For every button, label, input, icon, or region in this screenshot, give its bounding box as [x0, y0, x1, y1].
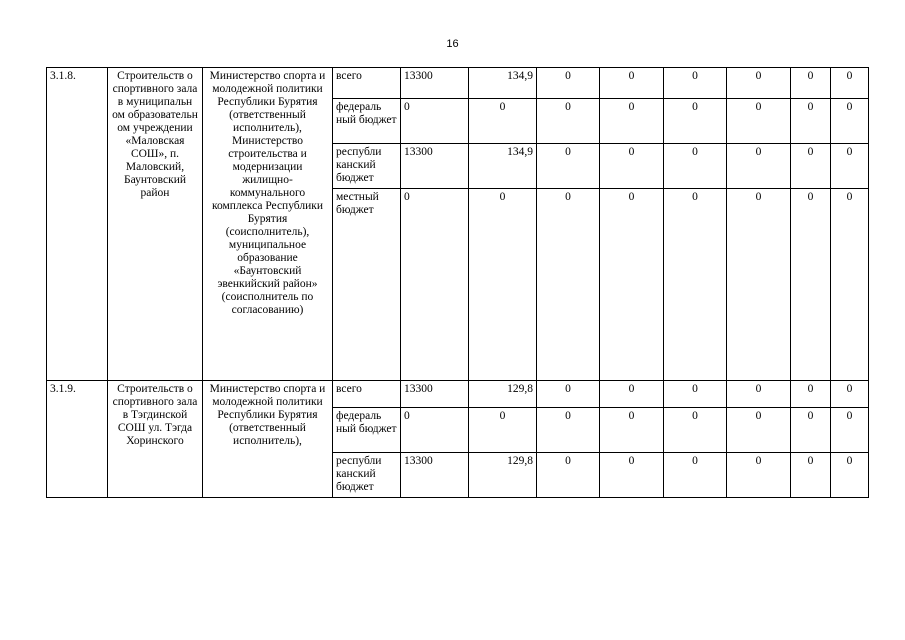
item-name: Строительств о спортивного зала в Тэгдинской СОШ ул. Тэгда Хоринского — [108, 381, 203, 498]
value-cell: 0 — [831, 99, 869, 144]
value-cell: 0 — [727, 144, 791, 189]
value-cell: 0 — [791, 453, 831, 498]
value-cell: 0 — [831, 381, 869, 408]
value-cell: 0 — [727, 453, 791, 498]
page-number: 16 — [446, 38, 459, 50]
item-executors: Министерство спорта и молодежной политики Республики Бурятия (ответственный исполнитель), Министерство строительства и модернизации жилищно- коммунального комплекса Республики Бурятия (соисполнитель), муниципальное образование «Баунтовский эвенкийский район» (соисполнитель по согласованию) — [203, 68, 333, 381]
value-cell: 13300 — [401, 144, 469, 189]
funding-source: всего — [333, 381, 401, 408]
value-cell: 0 — [600, 189, 664, 381]
value-cell: 0 — [727, 408, 791, 453]
item-executors: Министерство спорта и молодежной политики Республики Бурятия (ответственный исполнитель), — [203, 381, 333, 498]
funding-source: федераль ный бюджет — [333, 408, 401, 453]
value-cell: 13300 — [401, 381, 469, 408]
table-row — [47, 68, 869, 99]
value-cell: 0 — [537, 144, 600, 189]
value-cell: 0 — [664, 144, 727, 189]
funding-source: республи канский бюджет — [333, 144, 401, 189]
value-cell: 0 — [727, 381, 791, 408]
value-cell: 0 — [664, 99, 727, 144]
value-cell: 0 — [600, 381, 664, 408]
value-cell: 0 — [600, 99, 664, 144]
value-cell: 0 — [831, 68, 869, 99]
value-cell: 13300 — [401, 453, 469, 498]
value-cell: 0 — [664, 189, 727, 381]
value-cell: 0 — [401, 189, 469, 381]
value-cell: 0 — [469, 99, 537, 144]
value-cell: 134,9 — [469, 68, 537, 99]
value-cell: 0 — [600, 68, 664, 99]
funding-source: всего — [333, 68, 401, 99]
value-cell: 0 — [791, 144, 831, 189]
value-cell: 0 — [831, 189, 869, 381]
value-cell: 0 — [401, 408, 469, 453]
value-cell: 0 — [791, 68, 831, 99]
value-cell: 0 — [537, 408, 600, 453]
value-cell: 0 — [791, 381, 831, 408]
item-name: Строительств о спортивного зала в муниципальн ом образовательн ом учреждении «Маловская СОШ», п. Маловский, Баунтовский район — [108, 68, 203, 381]
value-cell: 0 — [727, 68, 791, 99]
funding-source: федераль ный бюджет — [333, 99, 401, 144]
value-cell: 0 — [537, 99, 600, 144]
table-row — [47, 381, 869, 408]
value-cell: 0 — [469, 408, 537, 453]
value-cell: 129,8 — [469, 453, 537, 498]
budget-table — [46, 67, 869, 498]
value-cell: 0 — [664, 68, 727, 99]
value-cell: 0 — [600, 453, 664, 498]
value-cell: 129,8 — [469, 381, 537, 408]
funding-source: республи канский бюджет — [333, 453, 401, 498]
value-cell: 0 — [469, 189, 537, 381]
value-cell: 13300 — [401, 68, 469, 99]
value-cell: 0 — [727, 99, 791, 144]
value-cell: 0 — [664, 381, 727, 408]
value-cell: 0 — [664, 453, 727, 498]
value-cell: 0 — [600, 408, 664, 453]
value-cell: 0 — [791, 408, 831, 453]
value-cell: 0 — [831, 408, 869, 453]
item-code: 3.1.9. — [47, 381, 108, 498]
value-cell: 0 — [537, 381, 600, 408]
value-cell: 0 — [600, 144, 664, 189]
funding-source: местный бюджет — [333, 189, 401, 381]
value-cell: 0 — [727, 189, 791, 381]
value-cell: 0 — [401, 99, 469, 144]
value-cell: 0 — [791, 99, 831, 144]
value-cell: 0 — [537, 189, 600, 381]
value-cell: 0 — [791, 189, 831, 381]
value-cell: 0 — [537, 68, 600, 99]
item-code: 3.1.8. — [47, 68, 108, 381]
value-cell: 0 — [537, 453, 600, 498]
value-cell: 134,9 — [469, 144, 537, 189]
value-cell: 0 — [664, 408, 727, 453]
value-cell: 0 — [831, 144, 869, 189]
value-cell: 0 — [831, 453, 869, 498]
